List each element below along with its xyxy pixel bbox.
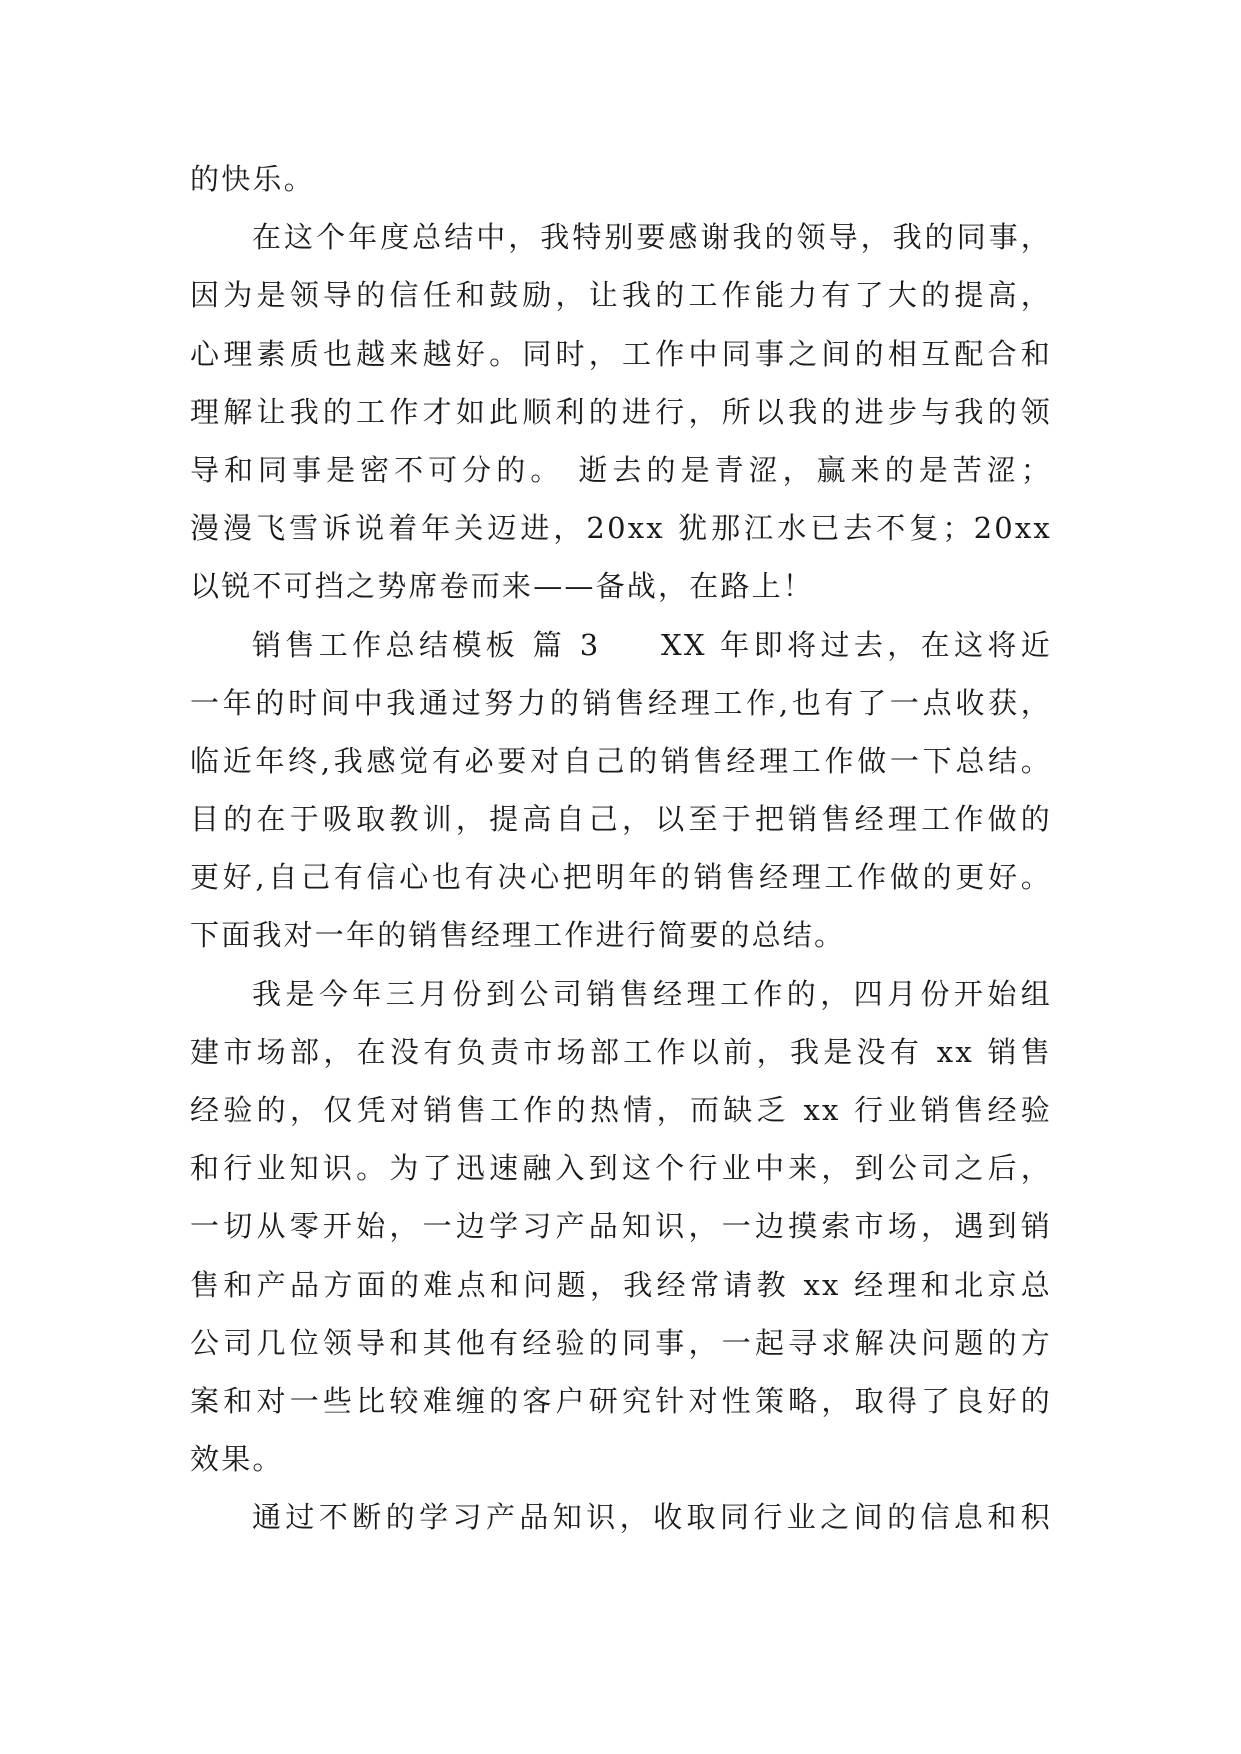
- text-line: 效果。: [190, 1442, 284, 1477]
- document-body-text: [190, 150, 1052, 1547]
- text-line: 建市场部，在没有负责市场部工作以前，我是没有 xx 销售: [190, 1034, 1052, 1069]
- text-line: 案和对一些比较难缠的客户研究针对性策略，取得了良好的: [190, 1383, 1052, 1418]
- text-line: 一年的时间中我通过努力的销售经理工作,也有了一点收获，: [190, 685, 1052, 720]
- text-line: 更好,自己有信心也有决心把明年的销售经理工作做的更好。: [190, 860, 1052, 895]
- text-line: 在这个年度总结中，我特别要感谢我的领导，我的同事，: [252, 220, 1052, 255]
- text-line: 通过不断的学习产品知识，收取同行业之间的信息和积: [252, 1500, 1052, 1535]
- text-line: 漫漫飞雪诉说着年关迈进，20xx 犹那江水已去不复；20xx: [190, 511, 1052, 546]
- text-line: 销售工作总结模板 篇 3 XX 年即将过去，在这将近: [252, 627, 1052, 662]
- text-line: 公司几位领导和其他有经验的同事，一起寻求解决问题的方: [190, 1325, 1052, 1360]
- text-line: 理解让我的工作才如此顺利的进行，所以我的进步与我的领: [190, 394, 1052, 429]
- text-line: 经验的，仅凭对销售工作的热情，而缺乏 xx 行业销售经验: [190, 1093, 1052, 1127]
- text-line: 和行业知识。为了迅速融入到这个行业中来，到公司之后，: [190, 1151, 1052, 1186]
- text-line: 以锐不可挡之势席卷而来——备战，在路上！: [190, 569, 815, 604]
- text-line: 心理素质也越来越好。同时，工作中同事之间的相互配合和: [190, 336, 1052, 371]
- text-line: 目的在于吸取教训，提高自己，以至于把销售经理工作做的: [190, 802, 1052, 837]
- text-line: 临近年终,我感觉有必要对自己的销售经理工作做一下总结。: [190, 743, 1052, 778]
- text-line: 一切从零开始，一边学习产品知识，一边摸索市场，遇到销: [190, 1209, 1052, 1244]
- text-line: 导和同事是密不可分的。 逝去的是青涩，赢来的是苦涩；: [190, 452, 1052, 487]
- text-line: 售和产品方面的难点和问题，我经常请教 xx 经理和北京总: [190, 1267, 1052, 1302]
- text-line: 我是今年三月份到公司销售经理工作的，四月份开始组: [252, 976, 1052, 1011]
- text-line: 的快乐。: [190, 162, 315, 196]
- text-line: 因为是领导的信任和鼓励，让我的工作能力有了大的提高，: [190, 278, 1052, 313]
- text-line: 下面我对一年的销售经理工作进行简要的总结。: [190, 918, 846, 953]
